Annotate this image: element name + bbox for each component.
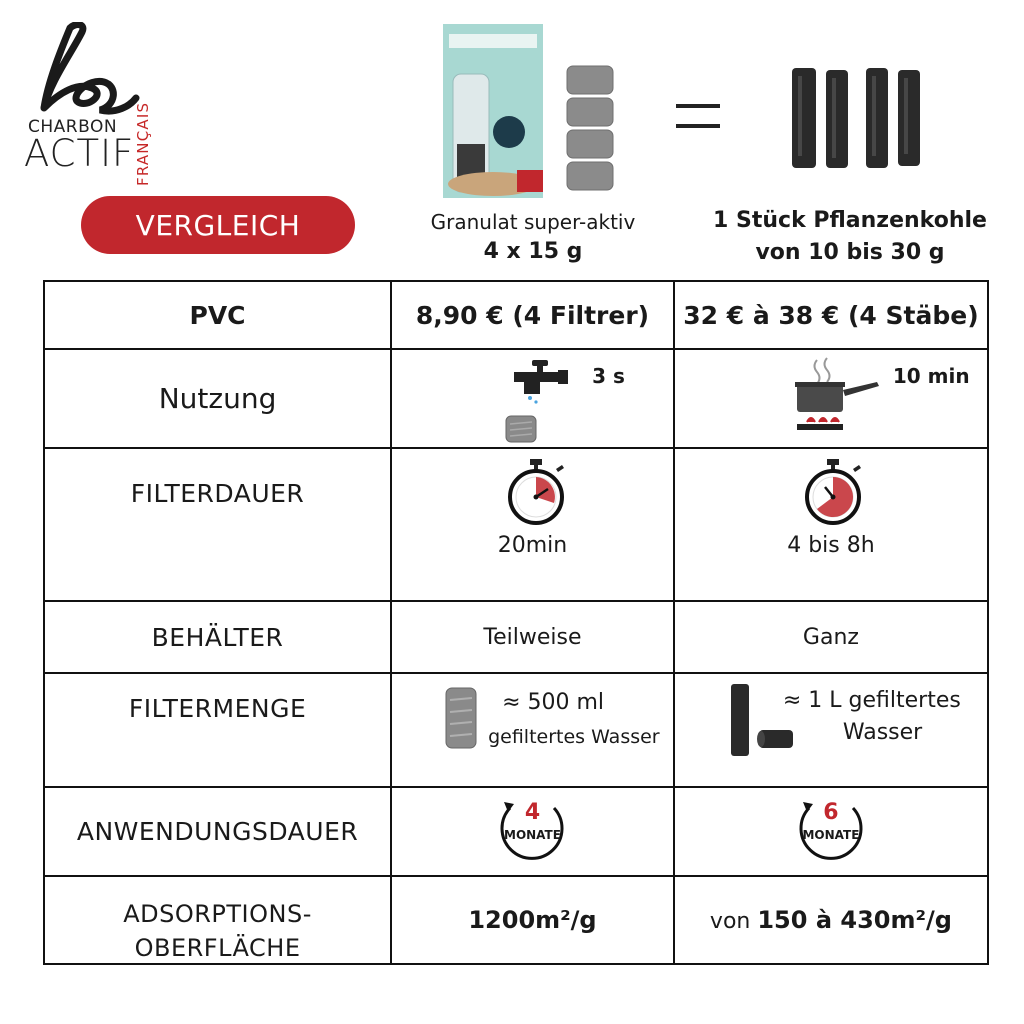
equals-sign-icon: [676, 98, 720, 132]
table-row-anwendungsdauer: [44, 787, 988, 876]
filtermenge-sticks-cell: [674, 673, 988, 787]
row-label: ANWENDUNGSDAUER: [44, 787, 391, 876]
nutzung-granulat-time: 3 s: [592, 364, 625, 388]
granulat-caption: [420, 207, 646, 267]
filtermenge-sticks-unit: Wasser: [842, 720, 923, 745]
sticks-caption-weight: von 10 bis 30 g: [755, 240, 945, 265]
behaelter-sticks-value: Ganz: [674, 601, 988, 673]
filterdauer-sticks-cell: [674, 448, 988, 601]
filter-bag-icon: [504, 414, 538, 444]
header-label: PVC: [44, 281, 391, 349]
filtermenge-sticks-amount: ≈ 1 L gefiltertes: [782, 688, 961, 713]
row-label: FILTERMENGE: [44, 673, 391, 787]
filtermenge-granulat-cell: [391, 673, 674, 787]
row-label-lines: [45, 897, 390, 965]
anwendungsdauer-sticks-cell: [674, 787, 988, 876]
anwendungsdauer-granulat-unit: MONATE: [504, 828, 561, 842]
behaelter-granulat-value: Teilweise: [391, 601, 674, 673]
filtermenge-granulat-unit: gefiltertes Wasser: [488, 726, 660, 748]
filterdauer-granulat-value: 20min: [497, 533, 568, 558]
anwendungsdauer-sticks-unit: MONATE: [802, 828, 860, 842]
row-label: BEHÄLTER: [44, 601, 391, 673]
charcoal-sticks-image: [790, 66, 922, 170]
filtermenge-granulat-amount: ≈ 500 ml: [502, 690, 605, 715]
logo-francais: FRANÇAIS: [134, 101, 152, 186]
granulat-caption-name: Granulat super-aktiv: [430, 210, 636, 234]
table-row-nutzung: [44, 349, 988, 448]
brand-logo: [22, 22, 162, 186]
nutzung-sticks-time: 10 min: [892, 364, 970, 388]
nutzung-granulat-cell: [391, 349, 674, 448]
logo-le-script: [30, 22, 140, 117]
table-row-filtermenge: [44, 673, 988, 787]
row-label: Nutzung: [44, 349, 391, 448]
filterdauer-granulat-cell: [391, 448, 674, 601]
cooking-pot-icon: [793, 356, 883, 438]
stopwatch-icon: [801, 459, 865, 525]
table-row-adsorptionsoberflaeche: [44, 876, 988, 964]
anwendungsdauer-sticks-number: 6: [823, 800, 839, 825]
filter-bag-icon: [444, 686, 478, 750]
header-sticks-price: 32 € à 38 € (4 Stäbe): [674, 281, 988, 349]
row-label-line-1: ADSORPTIONS-: [123, 900, 312, 928]
logo-charbon: CHARBON: [28, 117, 118, 137]
row-label-line-2: OBERFLÄCHE: [134, 934, 301, 962]
granulat-caption-weight: 4 x 15 g: [483, 239, 583, 264]
table-header-row: [44, 281, 988, 349]
header-granulat-price: 8,90 € (4 Filtrer): [391, 281, 674, 349]
anwendungsdauer-granulat-cell: [391, 787, 674, 876]
table-row-filterdauer: [44, 448, 988, 601]
comparison-badge: VERGLEICH: [81, 196, 355, 254]
stopwatch-icon: [504, 459, 568, 525]
adsorption-granulat-value: 1200m²/g: [391, 876, 674, 964]
adsorption-sticks-prefix: von: [709, 909, 751, 934]
row-label: FILTERDAUER: [44, 448, 391, 601]
adsorption-sticks-cell: [674, 876, 988, 964]
adsorption-sticks-value: 150 à 430m²/g: [757, 906, 952, 934]
water-tap-icon: [510, 358, 570, 404]
table-row-behaelter: [44, 601, 988, 673]
logo-actif: ACTIF: [24, 132, 135, 175]
filterdauer-sticks-value: 4 bis 8h: [787, 533, 875, 558]
anwendungsdauer-granulat-number: 4: [524, 800, 541, 825]
nutzung-sticks-cell: [674, 349, 988, 448]
row-label: [44, 876, 391, 964]
comparison-table: [43, 280, 989, 965]
sticks-caption-name: 1 Stück Pflanzenkohle: [713, 208, 987, 233]
granulat-pack-image: [443, 24, 615, 198]
sticks-caption: [700, 205, 1000, 269]
